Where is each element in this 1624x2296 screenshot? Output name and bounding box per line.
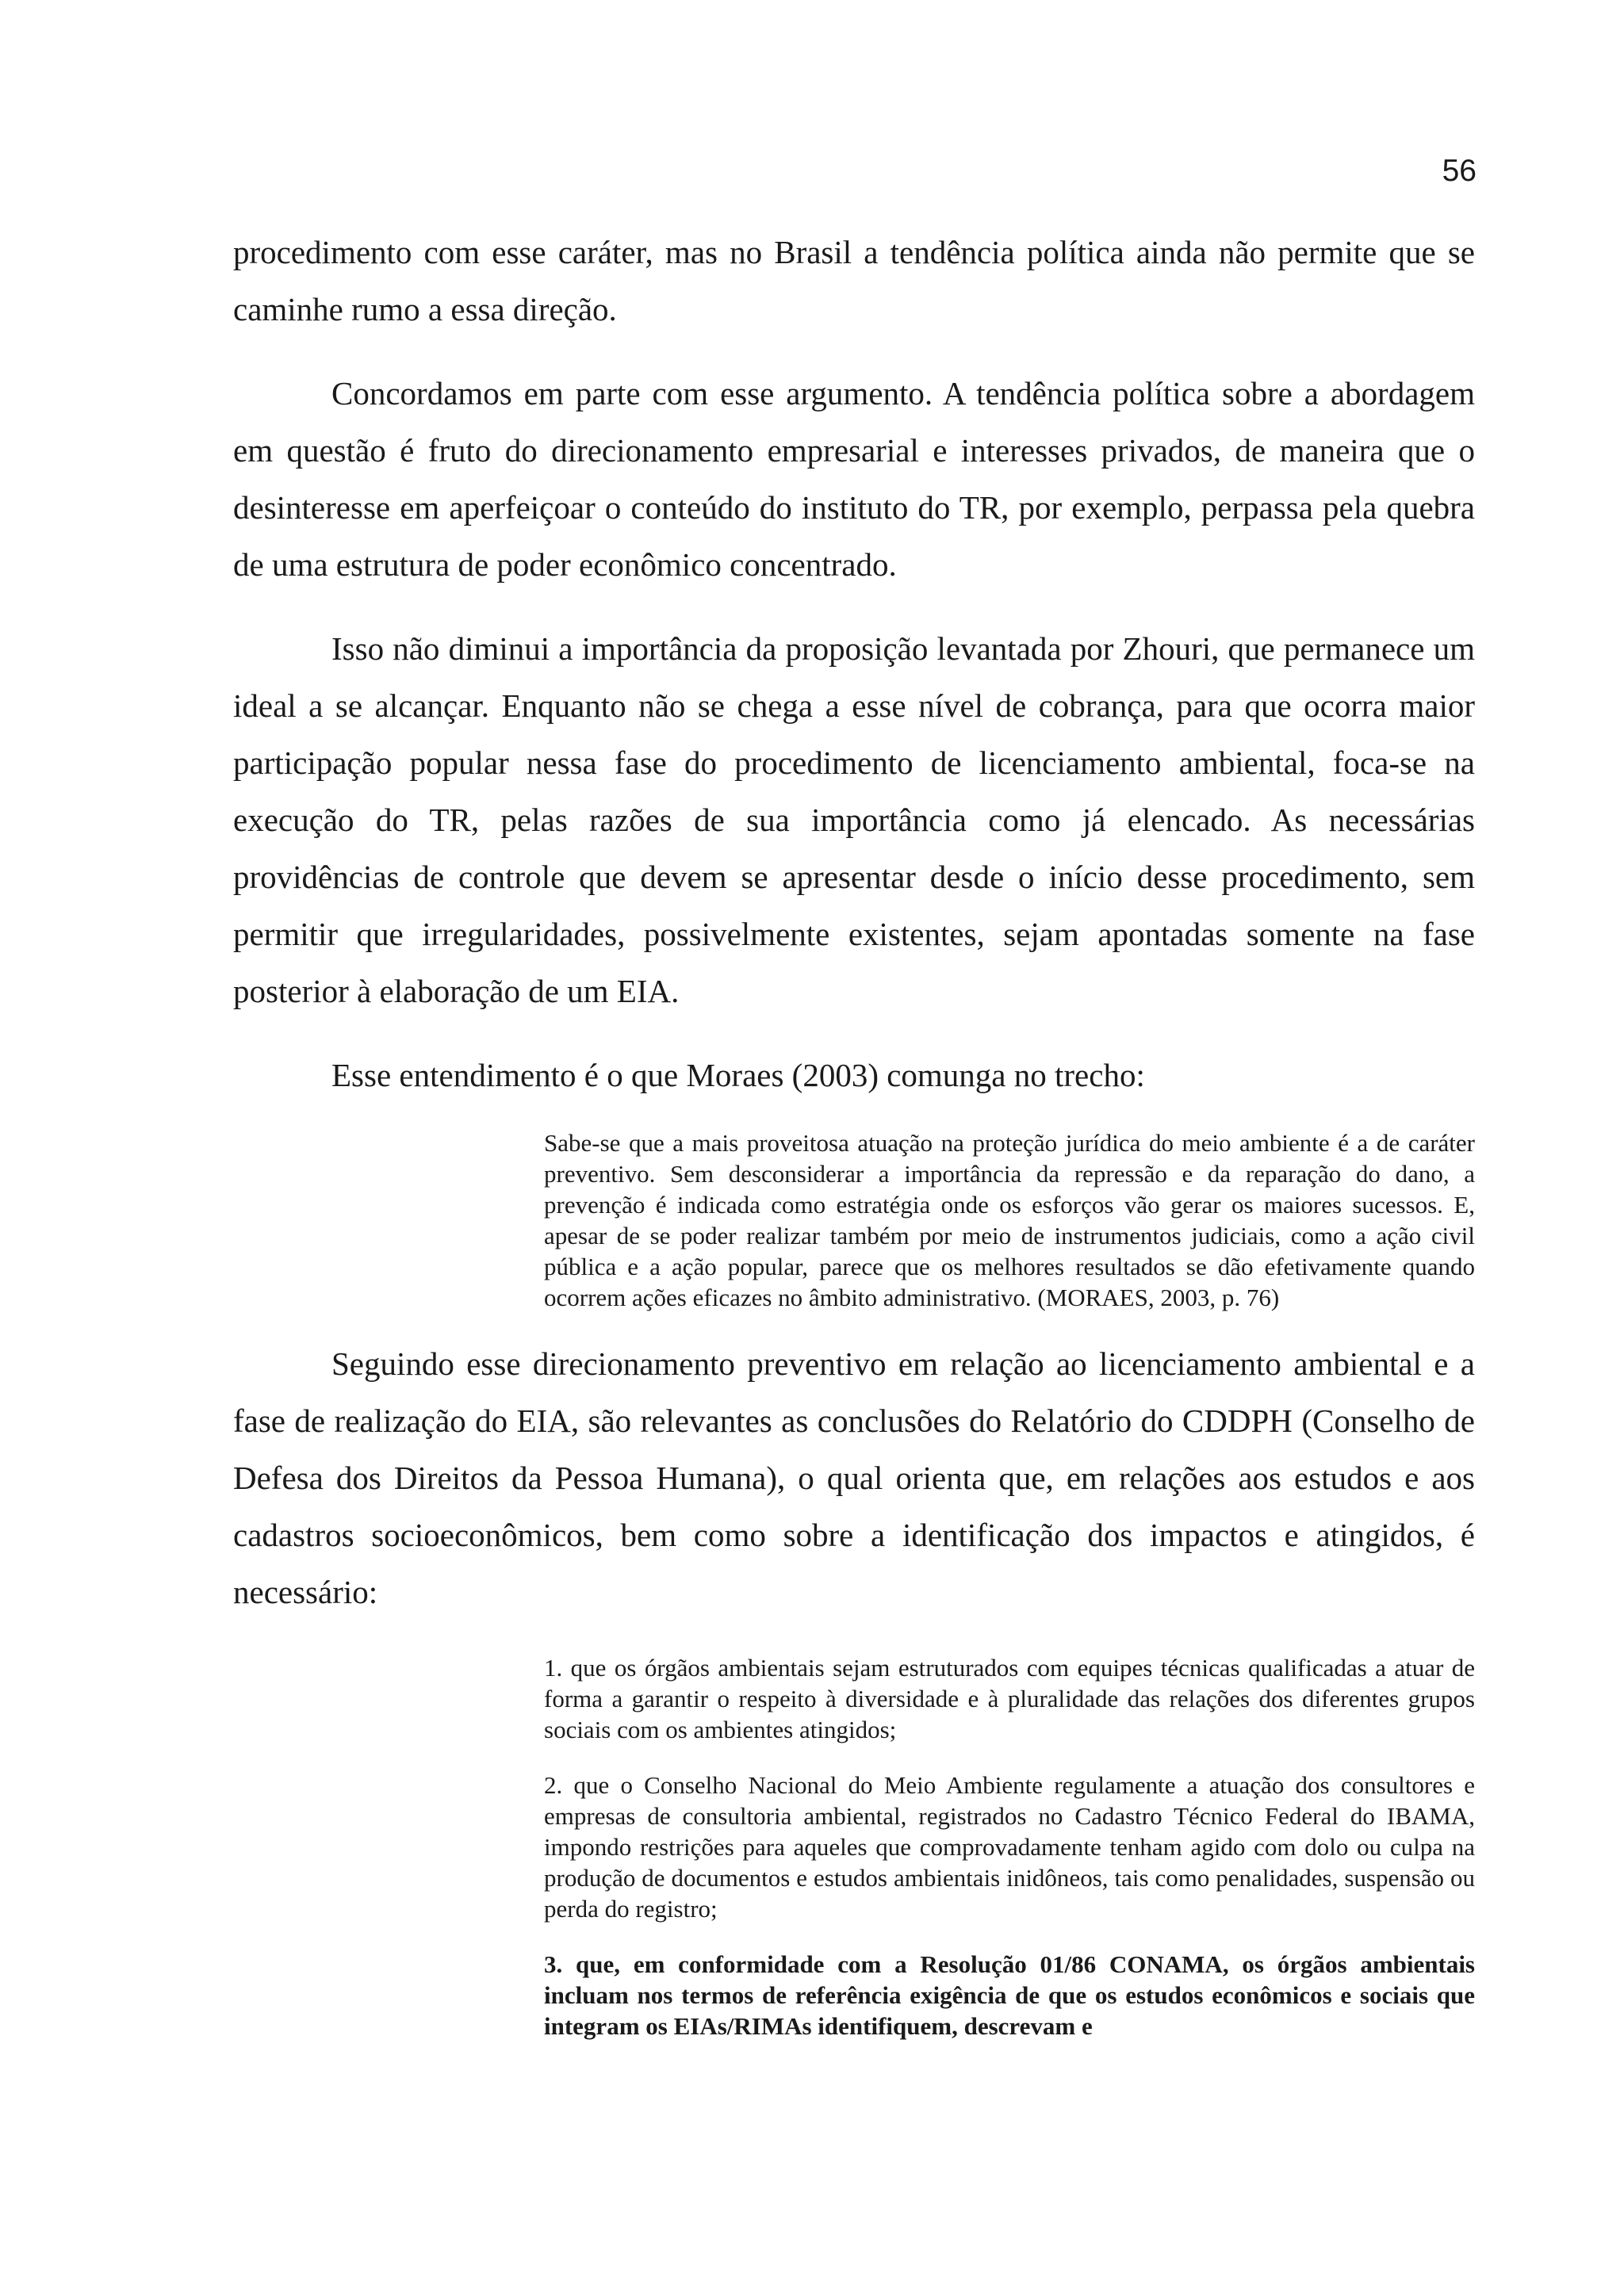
page-number: 56 <box>1442 154 1477 188</box>
block-quote: Sabe-se que a mais proveitosa atuação na proteção jurídica do meio ambiente é a de caráter preventivo. Sem desconsiderar a importância da repressão e da reparação do dano, a prevenção é indicada como estratégia onde os esforços vão gerar os maiores sucessos. E, apesar de se poder realizar também por meio de instrumentos judiciais, como a ação civil pública e a ação popular, parece que os melhores resultados se dão efetivamente quando ocorrem ações eficazes no âmbito administrativo. (MORAES, 2003, p. 76) <box>544 1129 1475 1311</box>
paragraph: Isso não diminui a importância da proposição levantada por Zhouri, que permanece um ideal a se alcançar. Enquanto não se chega a esse nível de cobrança, para que ocorra maior participação popular nessa fase do procedimento de licenciamento ambiental, foca-se na execução do TR, pelas razões de sua importância como já elencado. As necessárias providências de controle que devem se apresentar desde o início desse procedimento, sem permitir que irregularidades, possivelmente existentes, sejam apontadas somente na fase posterior à elaboração de um EIA. <box>233 630 1475 1009</box>
recommendation-list <box>544 1652 1475 2042</box>
document-body <box>233 224 1475 2042</box>
paragraph-quote-intro: Esse entendimento é o que Moraes (2003) comunga no trecho: <box>331 1057 1145 1093</box>
list-item: 3. que, em conformidade com a Resolução 01/86 CONAMA, os órgãos ambientais incluam nos termos de referência exigência de que os estudos econômicos e sociais que integram os EIAs/RIMAs identifiquem, descrevam e <box>544 1950 1475 2040</box>
paragraph: Concordamos em parte com esse argumento. A tendência política sobre a abordagem em questão é fruto do direcionamento empresarial e interesses privados, de maneira que o desinteresse em aperfeiçoar o conteúdo do instituto do TR, por exemplo, perpassa pela quebra de uma estrutura de poder econômico concentrado. <box>233 375 1475 583</box>
list-item: 1. que os órgãos ambientais sejam estruturados com equipes técnicas qualificadas a atuar de forma a garantir o respeito à diversidade e à pluralidade das relações dos diferentes grupos sociais com os ambientes atingidos; <box>544 1654 1475 1743</box>
paragraph: Seguindo esse direcionamento preventivo em relação ao licenciamento ambiental e a fase de realização do EIA, são relevantes as conclusões do Relatório do CDDPH (Conselho de Defesa dos Direitos da Pessoa Humana), o qual orienta que, em relações aos estudos e aos cadastros socioeconômicos, bem como sobre a identificação dos impactos e atingidos, é necessário: <box>233 1345 1475 1610</box>
paragraph-continuation: procedimento com esse caráter, mas no Brasil a tendência política ainda não permite que se caminhe rumo a essa direção. <box>233 234 1475 327</box>
list-item: 2. que o Conselho Nacional do Meio Ambiente regulamente a atuação dos consultores e empresas de consultoria ambiental, registrados no Cadastro Técnico Federal do IBAMA, impondo restrições para aqueles que comprovadamente tenham agido com dolo ou culpa na produção de documentos e estudos ambientais inidôneos, tais como penalidades, suspensão ou perda do registro; <box>544 1771 1475 1923</box>
